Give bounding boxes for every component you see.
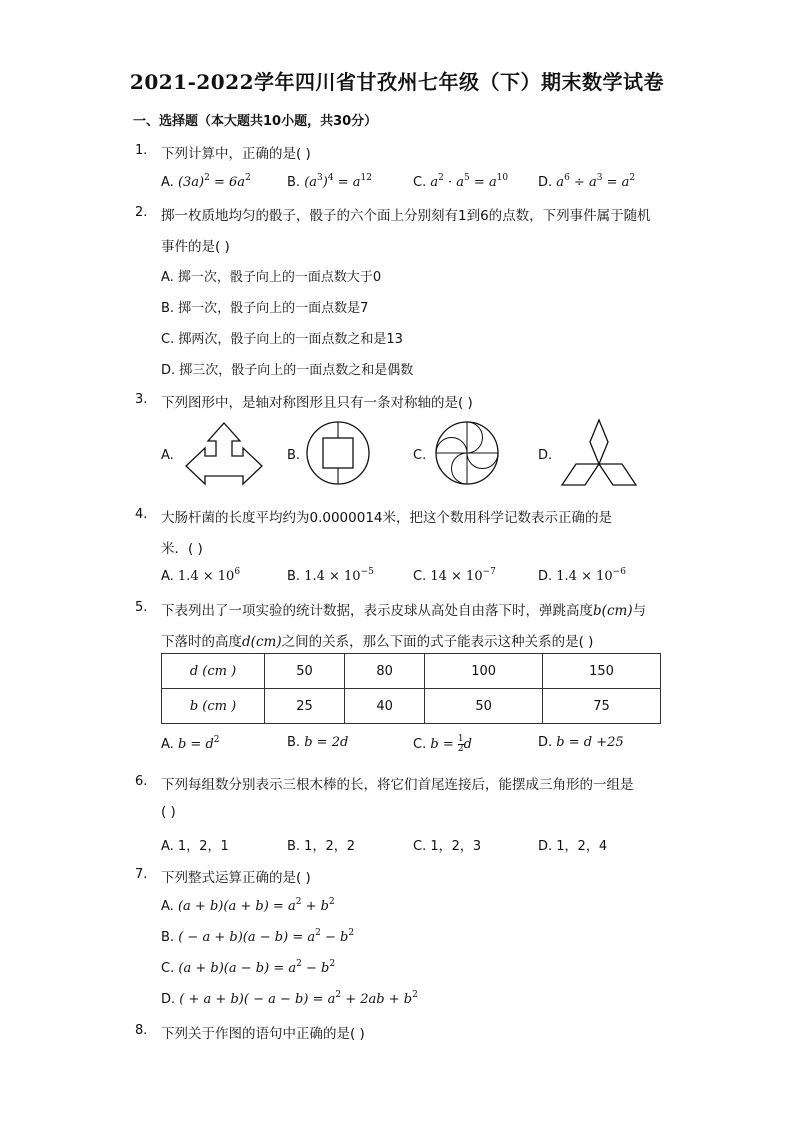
option-a [161,897,335,914]
option-letter: B. [287,175,301,190]
question-text-part: 之间的关系，那么下面的式子能表示这种关系的是( ) [281,634,594,650]
option-letter: A. [161,175,174,190]
figure-label-d: D. [538,448,553,463]
question-number: 1. [135,143,148,158]
question-text: 大肠杆菌的长度平均约为0.0000014米，把这个数用科学记数表示正确的是 [161,510,613,526]
arrow-figure-icon [183,421,265,487]
table-cell: 50 [425,689,543,724]
option-a [161,735,220,752]
option-d: D. $1.4 \times 10^{-6}$ [538,567,626,584]
figure-label-a: A. [161,448,174,463]
question-text-part: 下表列出了一项实验的统计数据，表示皮球从高处自由落下时，弹跳高度 [161,603,593,619]
question-text: ( ) [161,804,176,820]
option-formula: $(3a)^2 = 6a^2$ [177,173,251,190]
option-formula: b = 2d [304,735,349,750]
table-row-header: b (cm ) [162,689,265,724]
option-d [538,735,624,750]
figure-label-b: B. [287,448,301,463]
question-number: 8. [135,1023,148,1038]
option-a [161,173,251,190]
option-formula: $a^2 \cdot a^5 = a^{10}$ [430,173,509,190]
question-text: 事件的是( ) [161,239,230,255]
option-a: A. $1.4 \times 10^6$ [161,567,241,584]
option-d [161,990,418,1007]
variable-b-cm: b(cm) [593,603,633,619]
option-letter: B. [161,930,175,945]
option-letter: D. [538,569,553,584]
figure-label-c: C. [413,448,427,463]
option-c [413,735,472,754]
option-c [161,959,335,976]
option-formula: $a^6 \div a^3 = a^2$ [556,173,636,190]
option-b: B. 1，2，2 [287,839,355,854]
option-b [287,735,348,750]
question-text: 下列每组数分别表示三根木棒的长，将它们首尾连接后，能摆成三角形的一组是 [161,777,634,793]
option-letter: C. [413,737,427,752]
table-cell: 25 [265,689,345,724]
question-text: 下列整式运算正确的是( ) [161,870,311,886]
option-letter: A. [161,569,174,584]
question-text-part: 下落时的高度 [161,634,242,650]
option-formula: ( − $a + b)(a - b) = a^2 - b^2$ [178,928,355,945]
option-c [413,173,508,190]
question-text: 下列关于作图的语句中正确的是( ) [161,1026,365,1042]
option-letter: D. [538,175,553,190]
option-formula: $(a + b)(a + b) = a^2 + b^2$ [177,897,335,914]
table-row [162,689,661,724]
question-number: 4. [135,507,148,522]
pinwheel-figure-icon [433,419,501,487]
table-cell: 80 [345,654,425,689]
option-c: C. $14 \times 10^{-7}$ [413,567,496,584]
option-formula: $b = d^2$ [177,735,220,752]
question-number: 5. [135,600,148,615]
table-cell: 150 [543,654,661,689]
three-diamonds-figure-icon [560,418,638,488]
table-cell: 75 [543,689,661,724]
option-formula: b = d +25 [556,735,624,750]
question-number: 2. [135,205,148,220]
option-b: B. $1.4 \times 10^{-5}$ [287,567,374,584]
question-text [161,630,593,650]
option-letter: C. [413,175,427,190]
option-d: D. 1，2，4 [538,839,608,854]
question-text: 下列图形中，是轴对称图形且只有一条对称轴的是( ) [161,395,473,411]
option-formula: $(a + b)(a - b) = a^2 - b^2$ [178,959,336,976]
option-c: C. 1，2，3 [413,839,482,854]
question-text [161,599,646,619]
option-letter: B. [287,735,301,750]
option-letter: A. [161,899,174,914]
section-title: 一、选择题（本大题共10小题，共30分） [133,114,378,129]
option-b [287,173,372,190]
table-cell: 40 [345,689,425,724]
table-row [162,654,661,689]
option-formula: $(a^3)^4 = a^{12}$ [304,173,372,190]
option-d: D. 掷三次，骰子向上的一面点数之和是偶数 [161,363,414,378]
page-title: 2021-2022学年四川省甘孜州七年级（下）期末数学试卷 [129,70,665,94]
option-letter: C. [161,961,175,976]
option-a: A. 1，2，1 [161,839,229,854]
option-b: B. 掷一次，骰子向上的一面点数是7 [161,301,369,316]
question-number: 3. [135,392,148,407]
option-letter: B. [287,569,301,584]
question-text: 下列计算中，正确的是( ) [161,146,311,162]
data-table [161,653,661,724]
option-d [538,173,635,190]
question-text: 掷一枚质地均匀的骰子，骰子的六个面上分别刻有1到6的点数，下列事件属于随机 [161,208,651,224]
option-a: A. 掷一次，骰子向上的一面点数大于0 [161,270,382,285]
option-letter: C. [413,569,427,584]
option-letter: D. [538,735,553,750]
circle-square-figure-icon [304,419,372,487]
option-formula: ( + $a + b)( - a - b) = a^2 + 2ab + b^2$ [179,990,418,1007]
table-cell: 50 [265,654,345,689]
question-number: 7. [135,867,148,882]
question-text-part: 与 [632,603,647,619]
question-number: 6. [135,774,148,789]
table-cell: 100 [425,654,543,689]
option-letter: A. [161,737,174,752]
question-text: 米．( ) [161,541,203,557]
option-c: C. 掷两次，骰子向上的一面点数之和是13 [161,332,403,347]
table-row-header: d (cm ) [162,654,265,689]
variable-d-cm: d(cm) [242,634,282,650]
option-letter: D. [161,992,176,1007]
option-b [161,928,354,945]
option-formula: b = $\frac{1}{2}$ d [430,734,472,754]
